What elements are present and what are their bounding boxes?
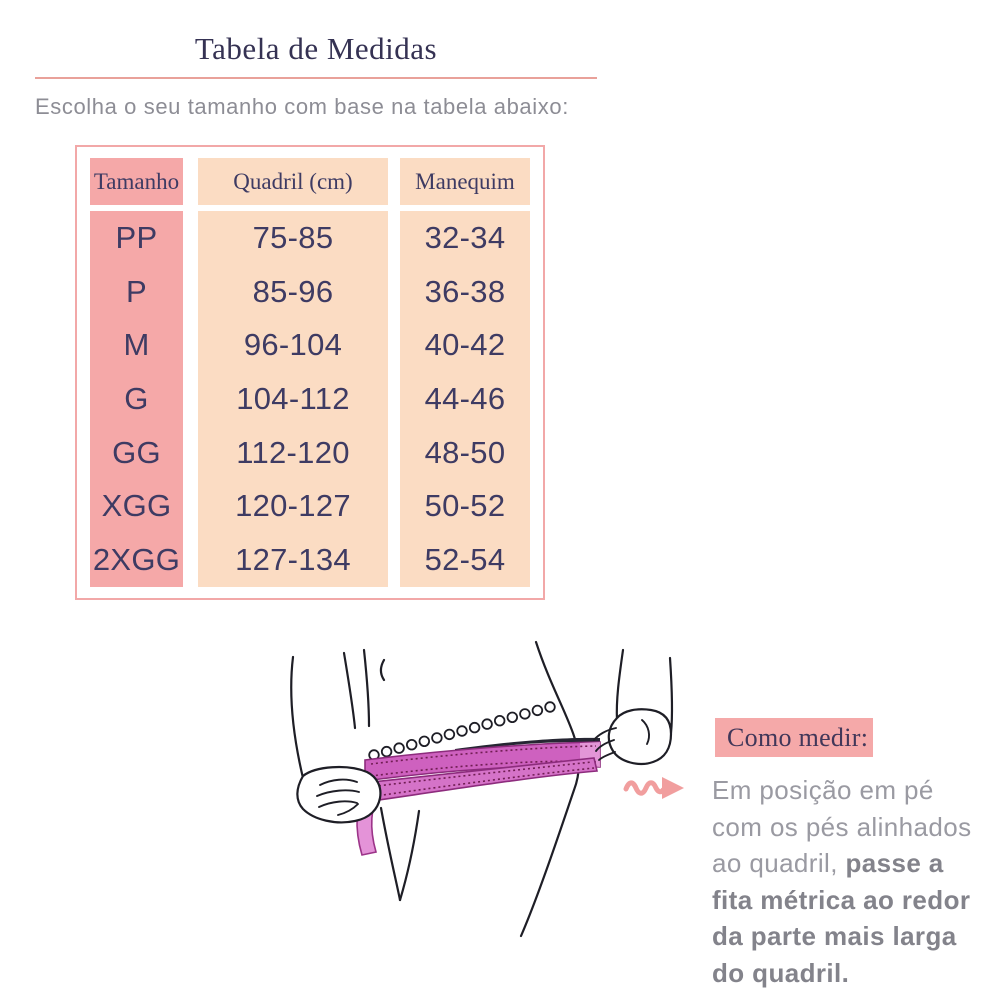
mannequin-range-cell: 52-54 (424, 542, 506, 578)
instruction-text-segment: com os pés alinhados (712, 811, 972, 842)
mannequin-range-cell: 40-42 (424, 327, 506, 363)
hip-range-cell: 75-85 (252, 219, 334, 255)
size-table-column-manequim (400, 158, 530, 587)
instruction-text-segment: passe a (845, 848, 944, 878)
hip-range-cell: 85-96 (252, 273, 334, 309)
mannequin-range-cell: 44-46 (424, 380, 506, 416)
size-label-cell: P (126, 273, 147, 309)
size-label-cell: 2XGG (92, 542, 181, 578)
column-body-quadril (198, 211, 388, 587)
page-subtitle: Escolha o seu tamanho com base na tabela abaixo: (35, 94, 569, 119)
size-label-cell: M (123, 327, 150, 363)
instruction-text-segment: Em posição em pé (712, 775, 934, 805)
left-hand (297, 767, 380, 822)
hip-range-cell: 112-120 (236, 434, 350, 470)
instruction-text-segment: do quadril. (712, 957, 850, 988)
how-to-measure-heading: Como medir: (715, 718, 873, 757)
column-header-manequim: Manequim (400, 158, 530, 205)
instruction-text-segment: fita métrica ao redor (712, 884, 971, 915)
size-table-column-quadril (198, 158, 388, 587)
column-header-tamanho: Tamanho (90, 158, 183, 205)
instruction-text-segment: da parte mais larga (712, 921, 957, 951)
size-label-cell: PP (115, 219, 158, 255)
title-underline (35, 30, 597, 79)
instruction-text-segment: ao quadril, (712, 848, 846, 878)
column-body-manequim (400, 211, 530, 587)
size-label-cell: GG (112, 434, 161, 470)
size-label-cell: G (124, 380, 149, 416)
hip-range-cell: 127-134 (235, 542, 351, 578)
mannequin-range-cell: 48-50 (424, 434, 506, 470)
mannequin-range-cell: 50-52 (424, 488, 506, 524)
column-header-quadril: Quadril (cm) (198, 158, 388, 205)
mannequin-range-cell: 32-34 (424, 219, 506, 255)
how-to-measure-instruction (712, 772, 987, 991)
hip-range-cell: 120-127 (235, 488, 351, 524)
hip-measuring-illustration (270, 628, 700, 1000)
size-table-column-tamanho (90, 158, 183, 587)
page-title: Tabela de Medidas (194, 31, 438, 66)
right-hand (594, 650, 672, 764)
squiggle-arrow-icon (626, 777, 684, 799)
mannequin-range-cell: 36-38 (424, 273, 506, 309)
hip-range-cell: 104-112 (236, 380, 350, 416)
column-body-tamanho (90, 211, 183, 587)
size-label-cell: XGG (101, 488, 172, 524)
size-table (75, 145, 545, 600)
hip-range-cell: 96-104 (243, 327, 343, 363)
